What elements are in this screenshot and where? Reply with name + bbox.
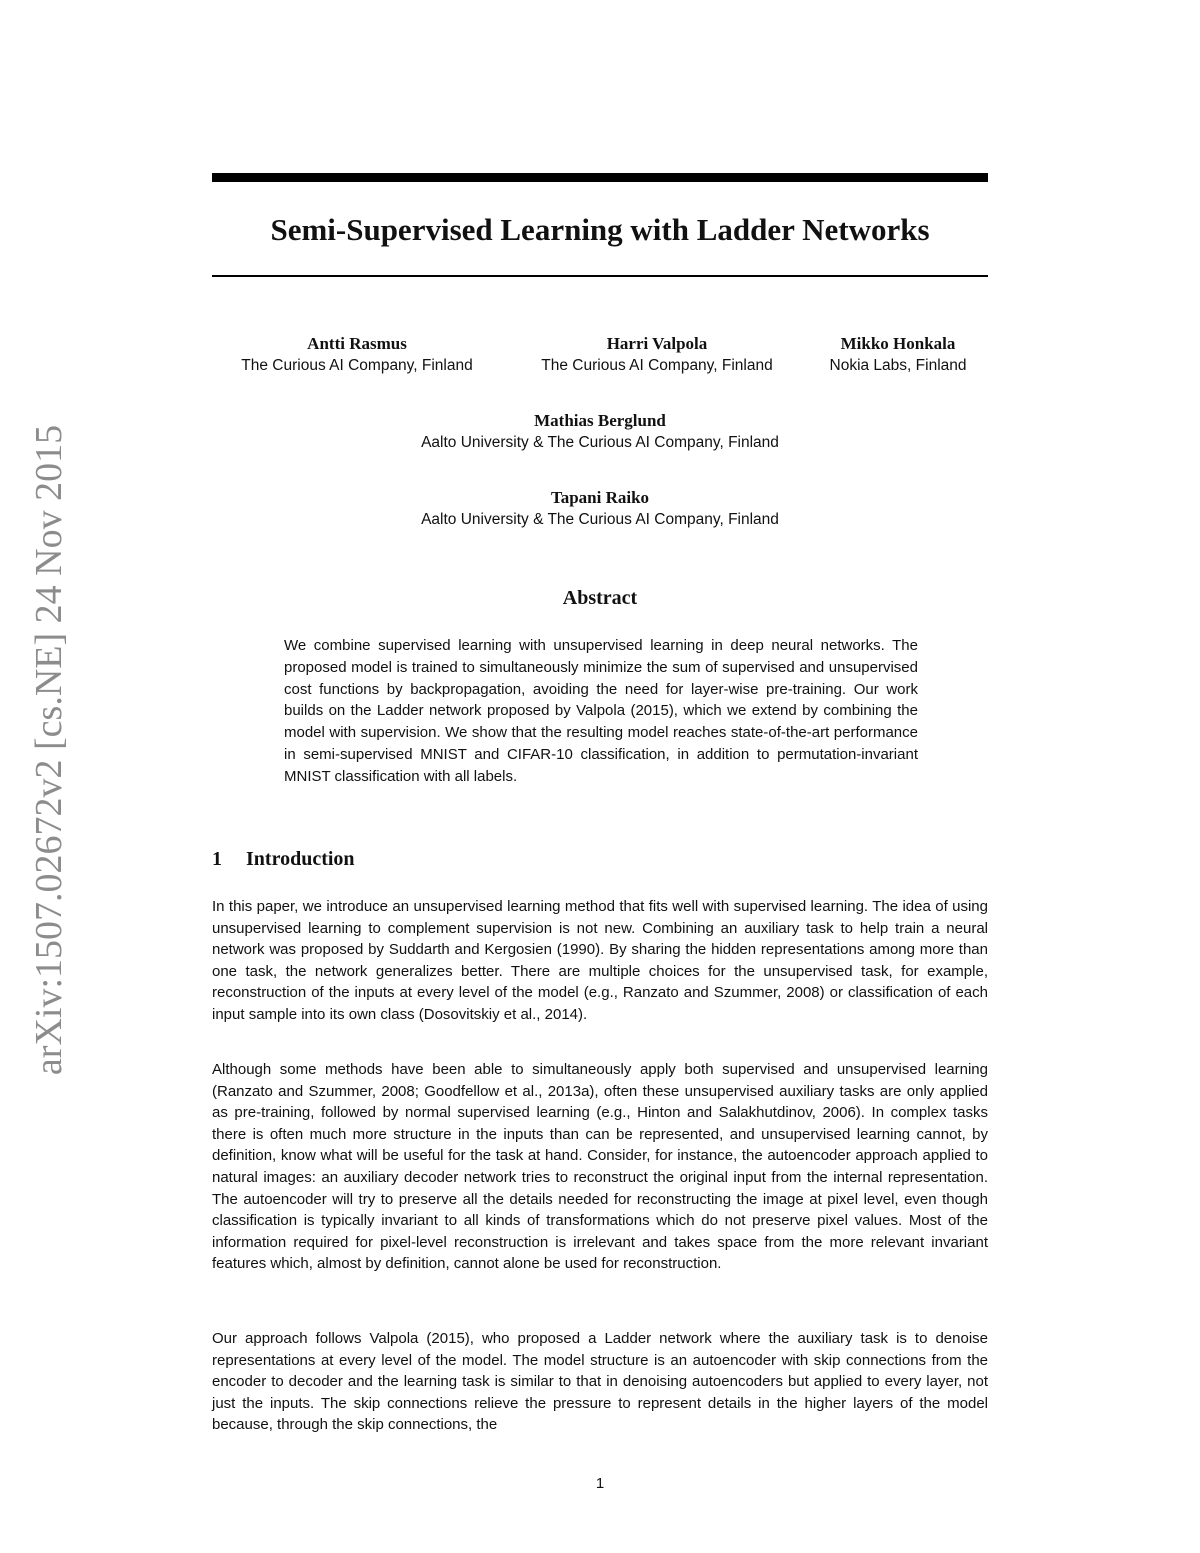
- abstract-heading: Abstract: [562, 587, 638, 609]
- section-number: 1: [212, 848, 222, 870]
- author-affiliation: The Curious AI Company, Finland: [241, 357, 473, 374]
- author-block: [212, 410, 988, 454]
- author-affiliation: Nokia Labs, Finland: [829, 357, 967, 374]
- author-name: Mikko Honkala: [840, 334, 956, 353]
- author-name: Harri Valpola: [606, 334, 708, 353]
- arxiv-identifier-stamp: arXiv:1507.02672v2 [cs.NE] 24 Nov 2015: [28, 424, 70, 1076]
- title-bottom-rule: [212, 275, 988, 277]
- paper-title: Semi-Supervised Learning with Ladder Networks: [270, 212, 930, 247]
- author-affiliation: Aalto University & The Curious AI Company, Finland: [421, 511, 779, 528]
- body-paragraph: Our approach follows Valpola (2015), who proposed a Ladder network where the auxiliary task is to denoise representations at every level of the model. The model structure is an autoencoder with skip connections from the encoder to decoder and the learning task is similar to that in denoising autoencoders but applied to every layer, not just the inputs. The skip connections relieve the pressure to represent details in the higher layers of the model because, through the skip connections, the: [212, 1330, 988, 1434]
- author-affiliation: Aalto University & The Curious AI Company, Finland: [421, 434, 779, 451]
- title-top-rule: [212, 173, 988, 182]
- author-block: [212, 487, 988, 531]
- author-name: Mathias Berglund: [534, 411, 666, 430]
- author-name: Antti Rasmus: [307, 334, 407, 353]
- author-name: Tapani Raiko: [550, 488, 650, 507]
- author-block: [808, 333, 988, 377]
- page-number: 1: [595, 1475, 605, 1492]
- body-paragraph: In this paper, we introduce an unsupervised learning method that fits well with supervised learning. The idea of using unsupervised learning to complement supervision is not new. Combining an auxiliary task to help train a neural network was proposed by Suddarth and Kergosien (1990). By sharing the hidden representations among more than one task, the network generalizes better. There are multiple choices for the unsupervised task, for example, reconstruction of the inputs at every level of the model (e.g., Ranzato and Szummer, 2008) or classification of each input sample into its own class (Dosovitskiy et al., 2014).: [212, 898, 988, 1023]
- author-block: [212, 333, 502, 377]
- abstract-text: We combine supervised learning with unsupervised learning in deep neural networks. The proposed model is trained to simultaneously minimize the sum of supervised and unsupervised cost functions by backpropagation, avoiding the need for layer-wise pre-training. Our work builds on the Ladder network proposed by Valpola (2015), which we extend by combining the model with supervision. We show that the resulting model reaches state-of-the-art performance in semi-supervised MNIST and CIFAR-10 classification, in addition to permutation-invariant MNIST classification with all labels.: [284, 637, 918, 785]
- author-affiliation: The Curious AI Company, Finland: [541, 357, 773, 374]
- section-heading: [212, 846, 355, 872]
- section-title: Introduction: [246, 848, 355, 870]
- body-paragraph: Although some methods have been able to simultaneously apply both supervised and unsupervised learning (Ranzato and Szummer, 2008; Goodfellow et al., 2013a), often these unsupervised auxiliary tasks are only applied as pre-training, followed by normal supervised learning (e.g., Hinton and Salakhutdinov, 2006). In complex tasks there is often much more structure in the inputs than can be represented, and unsupervised learning cannot, by definition, know what will be useful for the task at hand. Consider, for instance, the autoencoder approach applied to natural images: an auxiliary decoder network tries to reconstruct the original input from the internal representation. The autoencoder will try to preserve all the details needed for reconstructing the image at pixel level, even though classification is typically invariant to all kinds of transformations which do not preserve pixel values. Most of the information required for pixel-level reconstruction is irrelevant and takes space from the more relevant invariant features which, almost by definition, cannot alone be used for reconstruction.: [212, 1061, 988, 1273]
- author-block: [512, 333, 802, 377]
